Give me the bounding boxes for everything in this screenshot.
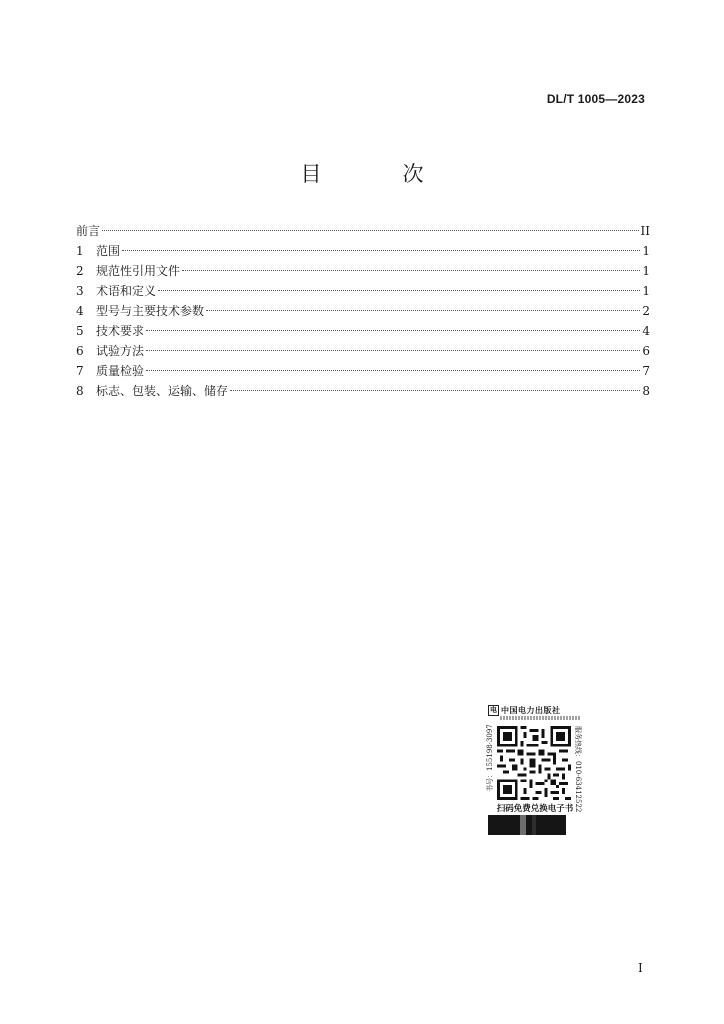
scratch-off-code[interactable] [488,815,566,835]
toc-entry-label: 标志、包装、运输、储存 [96,384,229,398]
toc-entry-label: 规范性引用文件 [96,264,181,278]
toc-entry-page: 1 [642,244,650,258]
toc-entry-label: 术语和定义 [96,284,157,298]
dot-leader [146,370,640,371]
toc-entry-page: 6 [642,344,650,358]
dot-leader [146,330,640,331]
toc-entry-number: 3 [76,284,84,298]
publisher-name: 中国电力出版社 [501,704,561,715]
dot-leader [122,250,640,251]
toc-entry-page: 1 [642,264,650,278]
toc-entry[interactable] [76,301,650,321]
toc-entry-label: 试验方法 [96,344,145,358]
page-number: I [638,961,643,975]
isbn-vertical-text: 书号：155198·3097 [486,724,494,792]
toc-entry-number: 8 [76,384,84,398]
toc-entry-number: 6 [76,344,84,358]
toc-entry-page: 7 [642,364,650,378]
toc-entry-label: 质量检验 [96,364,145,378]
qr-code-icon[interactable] [497,726,571,800]
toc-entry-label: 技术要求 [96,324,145,338]
toc-entry-page: II [640,224,650,238]
ebook-qr-card [486,702,582,842]
toc-entry[interactable] [76,321,650,341]
toc-entry-number: 2 [76,264,84,278]
toc-entry-page: 4 [642,324,650,338]
toc-entry[interactable] [76,281,650,301]
toc-entry[interactable] [76,381,650,401]
standard-code: DL/T 1005—2023 [546,92,645,106]
hotline-vertical-text: 服务热线：010-63412522 [574,726,582,813]
toc-entry[interactable] [76,221,650,241]
toc-entry-number: 7 [76,364,84,378]
dot-leader [102,230,639,231]
publisher-logo-icon: 电 [490,704,497,714]
dot-leader [182,270,640,271]
toc-title: 目 次 [300,162,454,186]
toc-entry-label: 前言 [76,224,101,238]
toc-entry-number: 5 [76,324,84,338]
dot-leader [158,290,640,291]
table-of-contents [76,221,650,401]
toc-entry[interactable] [76,261,650,281]
toc-entry-page: 8 [642,384,650,398]
dot-leader [230,390,640,391]
toc-entry-page: 2 [642,304,650,318]
toc-entry-number: 1 [76,244,84,258]
toc-entry[interactable] [76,241,650,261]
publisher-header [488,703,582,717]
publisher-english-name [500,716,580,720]
dot-leader [146,350,640,351]
toc-entry-label: 型号与主要技术参数 [96,304,205,318]
dot-leader [206,310,640,311]
toc-entry-number: 4 [76,304,84,318]
toc-entry[interactable] [76,341,650,361]
toc-entry-page: 1 [642,284,650,298]
toc-entry[interactable] [76,361,650,381]
toc-entry-label: 范围 [96,244,121,258]
scan-instruction: 扫码免费兑换电子书 [496,804,574,814]
